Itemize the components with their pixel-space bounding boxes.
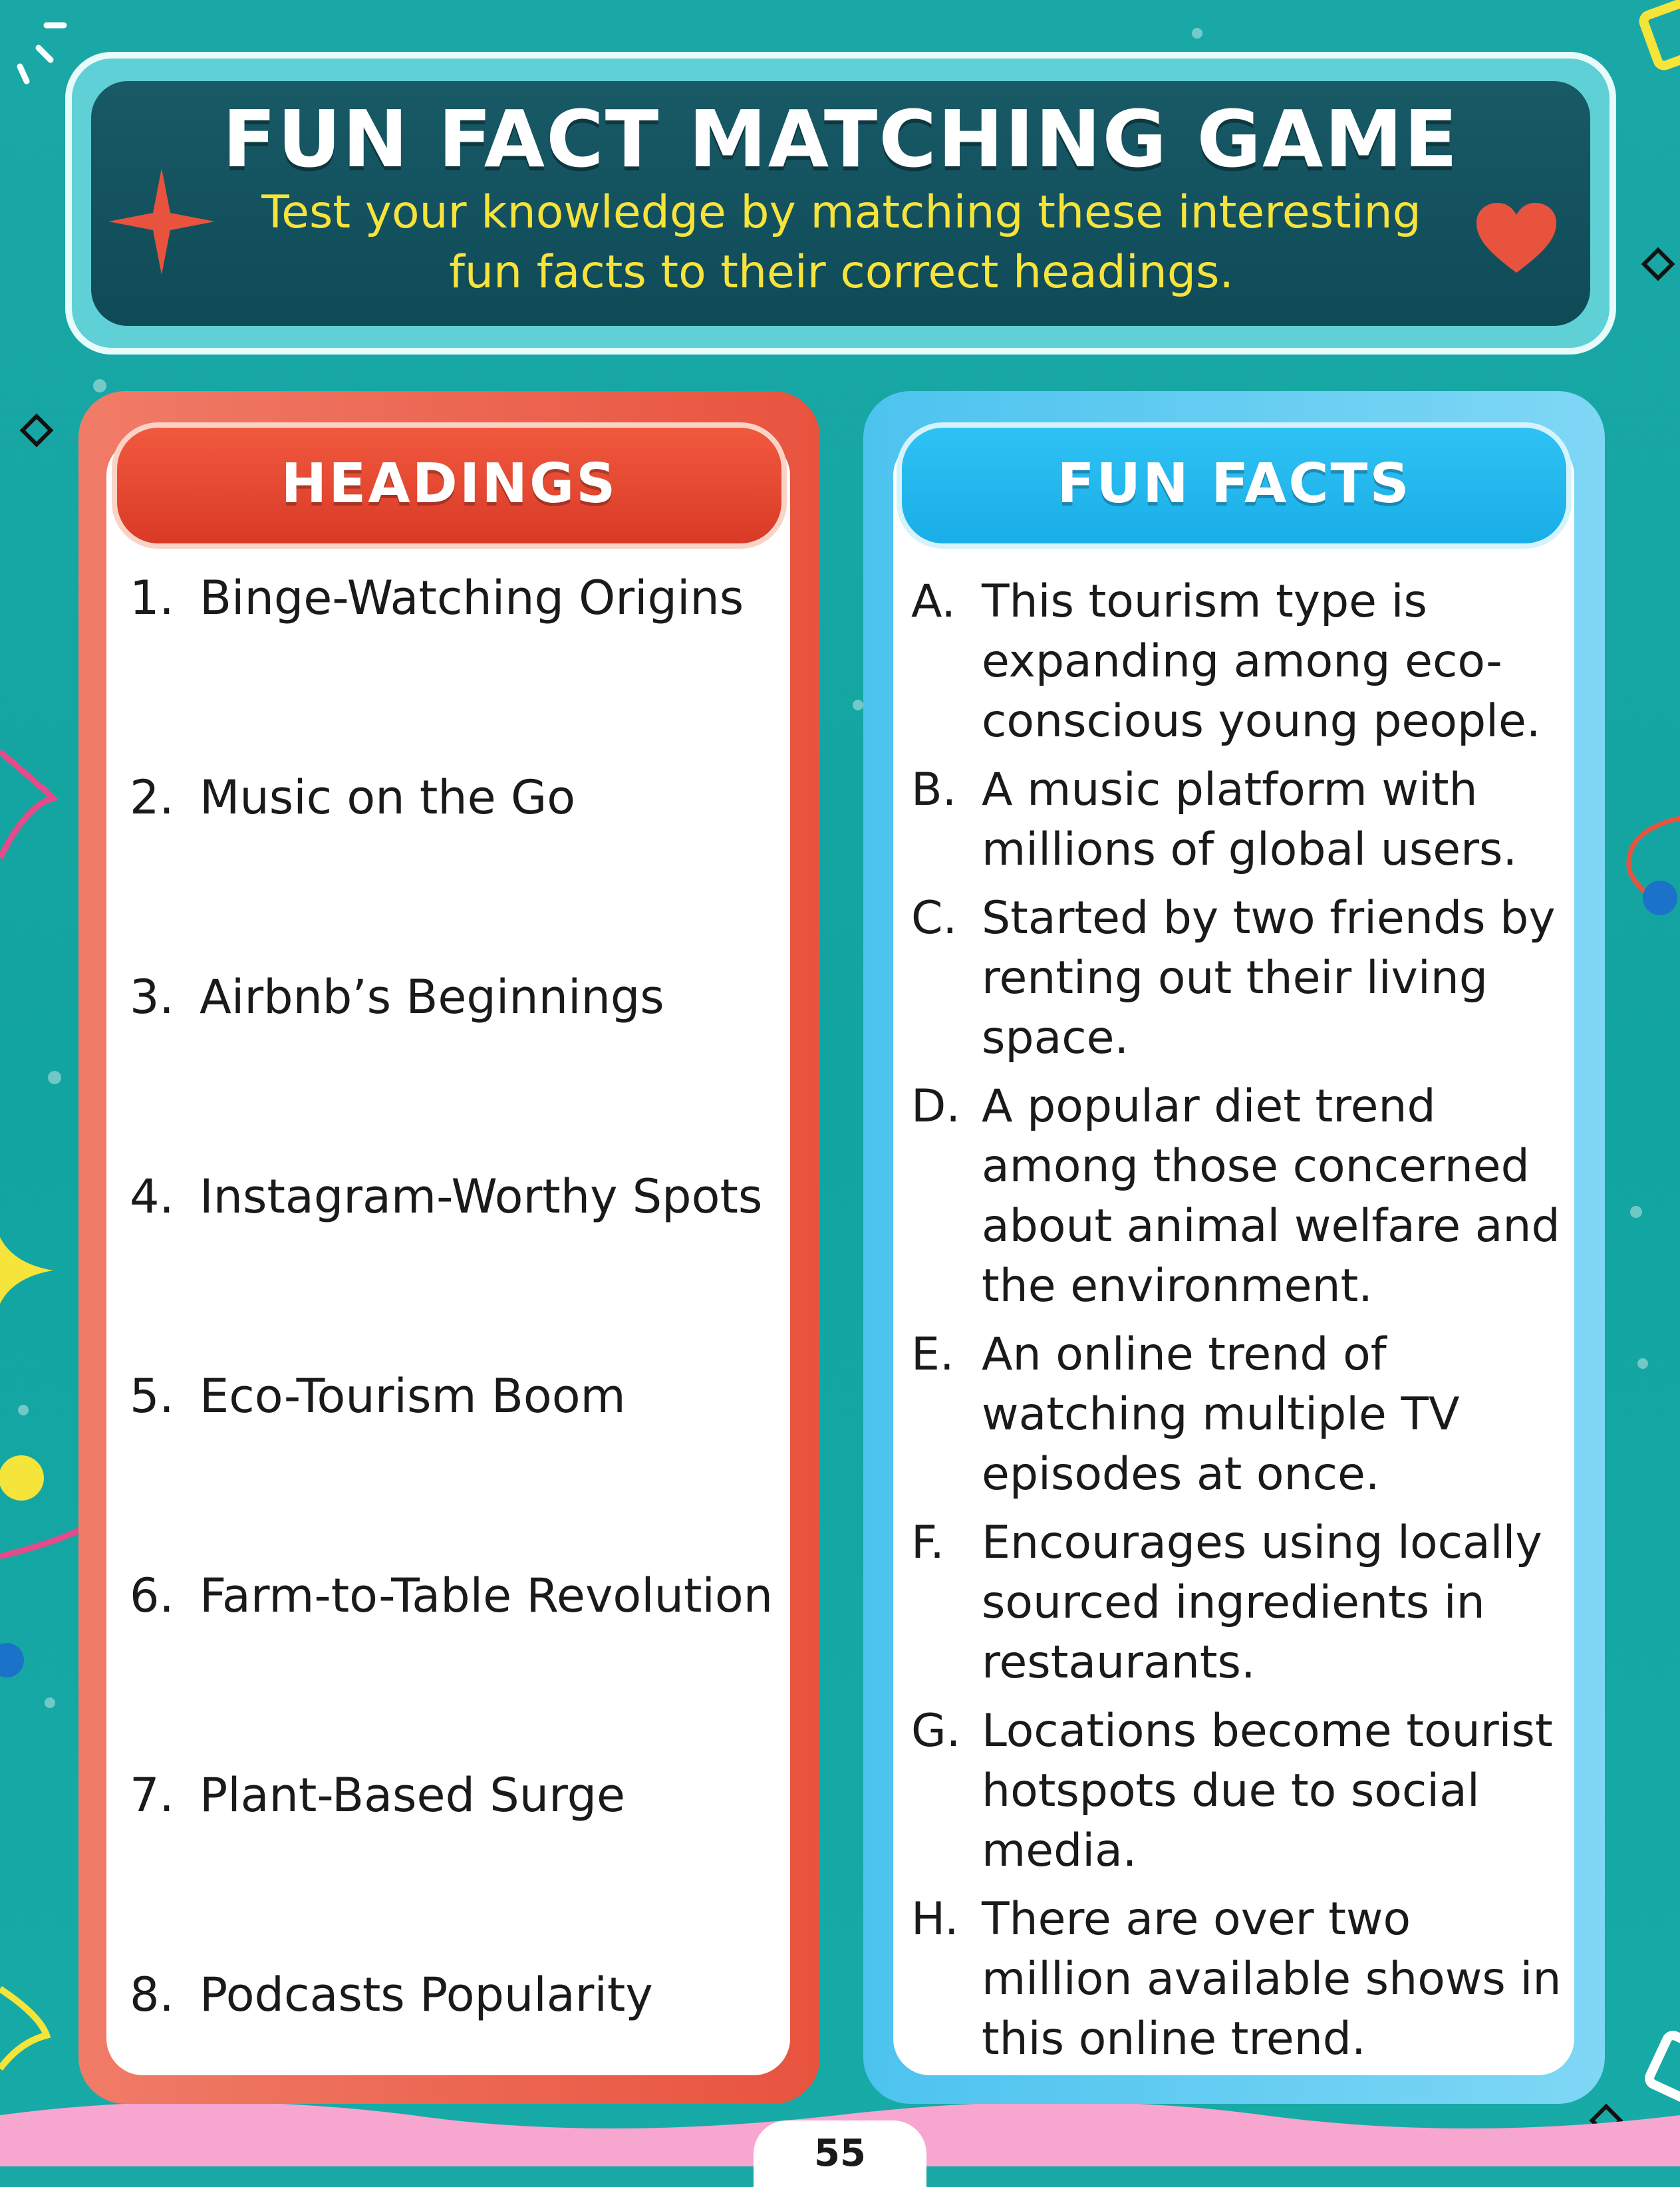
- fact-item-c: [911, 889, 1563, 1068]
- fact-text: An online trend of watching multiple TV episodes at once.: [982, 1328, 1460, 1501]
- page-subtitle: [219, 183, 1463, 303]
- heading-label: Plant-Based Surge: [200, 1768, 626, 1822]
- heading-item-1: [130, 571, 744, 625]
- fact-text: This tourism type is expanding among eco-conscious young people.: [982, 575, 1541, 748]
- heading-number: 5.: [130, 1369, 174, 1423]
- heading-item-5: [130, 1369, 626, 1423]
- fact-text: A music platform with millions of global users.: [982, 764, 1518, 876]
- heading-number: 7.: [130, 1768, 174, 1822]
- fact-item-f: [911, 1513, 1563, 1693]
- heading-label: Eco-Tourism Boom: [200, 1369, 626, 1423]
- facts-panel-title: FUN FACTS: [897, 422, 1572, 549]
- fact-letter: F.: [911, 1517, 944, 1569]
- fact-text: There are over two million available shows in this online trend.: [982, 1893, 1562, 2065]
- heading-item-4: [130, 1169, 762, 1224]
- heading-label: Airbnb’s Beginnings: [200, 970, 664, 1024]
- fact-text: A popular diet trend among those concerned about animal welfare and the environment.: [982, 1080, 1560, 1312]
- heading-number: 2.: [130, 770, 174, 825]
- fact-letter: E.: [911, 1328, 954, 1381]
- heading-label: Farm-to-Table Revolution: [200, 1568, 773, 1623]
- heading-number: 4.: [130, 1169, 174, 1224]
- fact-item-h: [911, 1890, 1563, 2069]
- heading-number: 6.: [130, 1568, 174, 1623]
- heading-number: 1.: [130, 571, 174, 625]
- heading-item-7: [130, 1768, 625, 1822]
- fact-letter: A.: [911, 575, 956, 628]
- heading-number: 8.: [130, 1968, 174, 2022]
- fact-text: Locations become tourist hotspots due to social media.: [982, 1705, 1553, 1877]
- heading-item-8: [130, 1968, 653, 2022]
- headings-panel: [106, 439, 790, 2075]
- heading-label: Podcasts Popularity: [200, 1968, 653, 2022]
- page-title: FUN FACT MATCHING GAME: [222, 93, 1459, 185]
- subtitle-line-2: fun facts to their correct headings.: [448, 246, 1234, 299]
- fact-letter: D.: [911, 1080, 960, 1133]
- fact-text: Encourages using locally sourced ingredients in restaurants.: [982, 1517, 1542, 1689]
- heading-label: Music on the Go: [200, 770, 576, 825]
- fact-item-b: [911, 760, 1563, 880]
- headings-panel-title: HEADINGS: [112, 422, 787, 549]
- heart-icon: [1476, 203, 1556, 276]
- fact-letter: G.: [911, 1705, 961, 1757]
- heading-item-2: [130, 770, 575, 825]
- fact-letter: H.: [911, 1893, 959, 1946]
- heading-number: 3.: [130, 970, 174, 1024]
- heading-label: Instagram-Worthy Spots: [200, 1169, 763, 1224]
- heading-label: Binge-Watching Origins: [200, 571, 744, 625]
- fact-item-g: [911, 1701, 1563, 1881]
- fact-letter: C.: [911, 892, 958, 945]
- subtitle-line-1: Test your knowledge by matching these interesting: [261, 186, 1421, 239]
- fact-item-d: [911, 1077, 1563, 1316]
- fact-item-a: [911, 572, 1563, 752]
- page-number: 55: [754, 2120, 926, 2187]
- fact-item-e: [911, 1325, 1563, 1505]
- fact-text: Started by two friends by renting out their living space.: [982, 892, 1556, 1064]
- fact-letter: B.: [911, 764, 957, 816]
- heading-item-6: [130, 1568, 773, 1623]
- heading-item-3: [130, 970, 664, 1024]
